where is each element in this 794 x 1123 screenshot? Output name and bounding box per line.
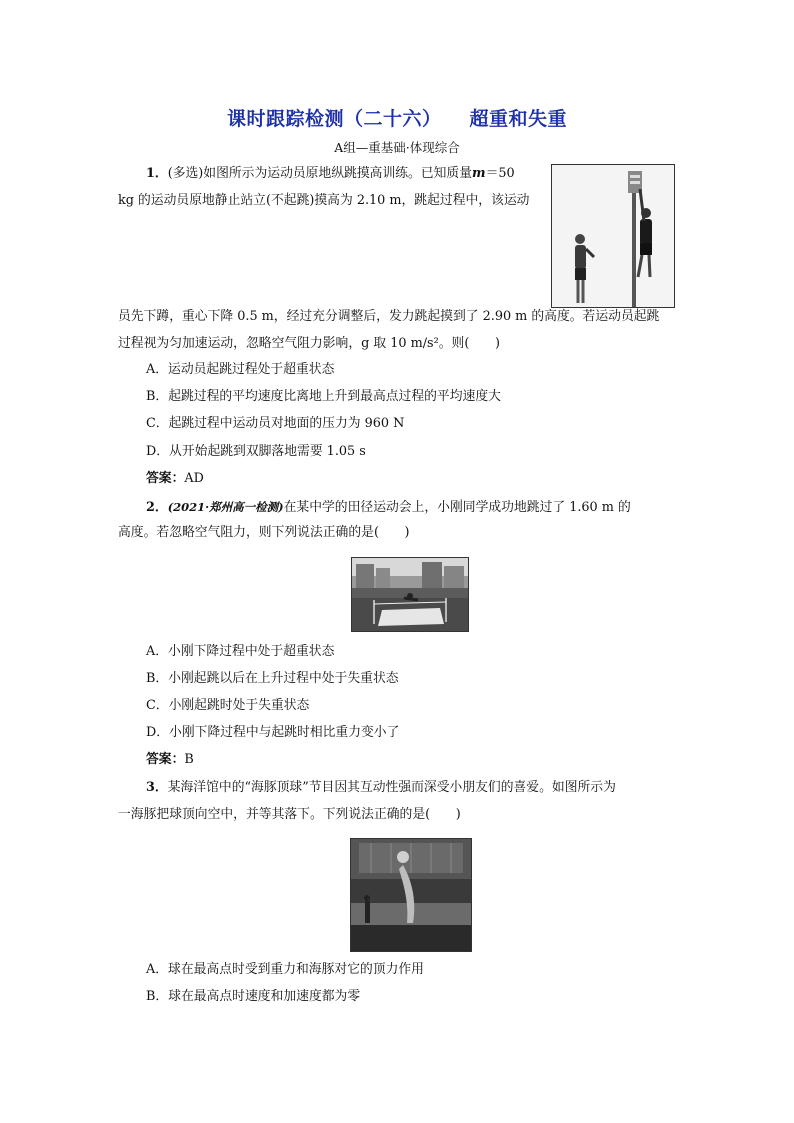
q2-line-1 — [146, 497, 631, 518]
q2-text-1: 在某中学的田径运动会上，小刚同学成功地跳过了 1.60 m 的 — [283, 500, 631, 515]
q2-option-d: D．小刚下降过程中与起跳时相比重力变小了 — [146, 725, 400, 740]
q1-option-c: C．起跳过程中运动员对地面的压力为 960 N — [146, 416, 405, 431]
page-title — [0, 104, 794, 131]
q1-line-3: 员先下蹲，重心下降 0.5 m，经过充分调整后，发力跳起摸到了 2.90 m 的高度。若运动员起跳 — [118, 309, 660, 324]
q1-option-a: A．运动员起跳过程处于超重状态 — [146, 362, 335, 377]
q2-answer-value: B — [184, 752, 194, 767]
q1-text-1: (多选)如图所示为运动员原地纵跳摸高训练。已知质量 — [167, 166, 473, 181]
q2-source: (2021·郑州高一检测) — [167, 500, 284, 514]
q3-number: 3． — [146, 780, 168, 795]
q1-number: 1． — [146, 166, 168, 181]
title-topic: 超重和失重 — [469, 108, 568, 130]
q1-answer-value: AD — [184, 471, 204, 486]
q1-line-4: 过程视为匀加速运动，忽略空气阻力影响，g 取 10 m/s²。则( ) — [118, 336, 500, 351]
q3-line-1 — [146, 778, 616, 798]
q1-line-2: kg 的运动员原地静止站立(不起跳)摸高为 2.10 m，跳起过程中，该运动 — [118, 193, 530, 208]
q1-mass-variable: m — [472, 166, 486, 181]
q1-answer — [146, 469, 204, 489]
title-main: 课时跟踪检测（二十六） — [226, 108, 442, 130]
q3-text-1: 某海洋馆中的“海豚顶球”节目因其互动性强而深受小朋友们的喜爱。如图所示为 — [167, 780, 616, 795]
q3-figure-dolphin — [350, 838, 472, 952]
q1-answer-label: 答案： — [146, 471, 185, 486]
q2-number: 2． — [146, 500, 168, 515]
q1-mass-value: ＝50 — [485, 166, 515, 181]
q3-line-2: 一海豚把球顶向空中，并等其落下。下列说法正确的是( ) — [118, 807, 461, 822]
q2-option-a: A．小刚下降过程中处于超重状态 — [146, 644, 335, 659]
q2-line-2: 高度。若忽略空气阻力，则下列说法正确的是( ) — [118, 525, 410, 540]
q1-option-d: D．从开始起跳到双脚落地需要 1.05 s — [146, 444, 366, 459]
q2-option-b: B．小刚起跳以后在上升过程中处于失重状态 — [146, 671, 399, 686]
q3-option-b: B．球在最高点时速度和加速度都为零 — [146, 989, 361, 1004]
dolphin-photo — [351, 839, 471, 951]
section-subtitle: A组—重基础·体现综合 — [334, 140, 460, 155]
q1-line-1 — [146, 164, 515, 184]
high-jump-photo — [352, 558, 468, 631]
q2-answer-label: 答案： — [146, 752, 185, 767]
q2-option-c: C．小刚起跳时处于失重状态 — [146, 698, 310, 713]
jump-training-photo — [552, 165, 674, 307]
q2-answer — [146, 750, 194, 770]
q1-option-b: B．起跳过程的平均速度比离地上升到最高点过程的平均速度大 — [146, 389, 501, 404]
q3-option-a: A．球在最高点时受到重力和海豚对它的顶力作用 — [146, 962, 424, 977]
q2-figure-high-jump — [351, 557, 469, 632]
q1-figure-jump-training — [551, 164, 675, 308]
